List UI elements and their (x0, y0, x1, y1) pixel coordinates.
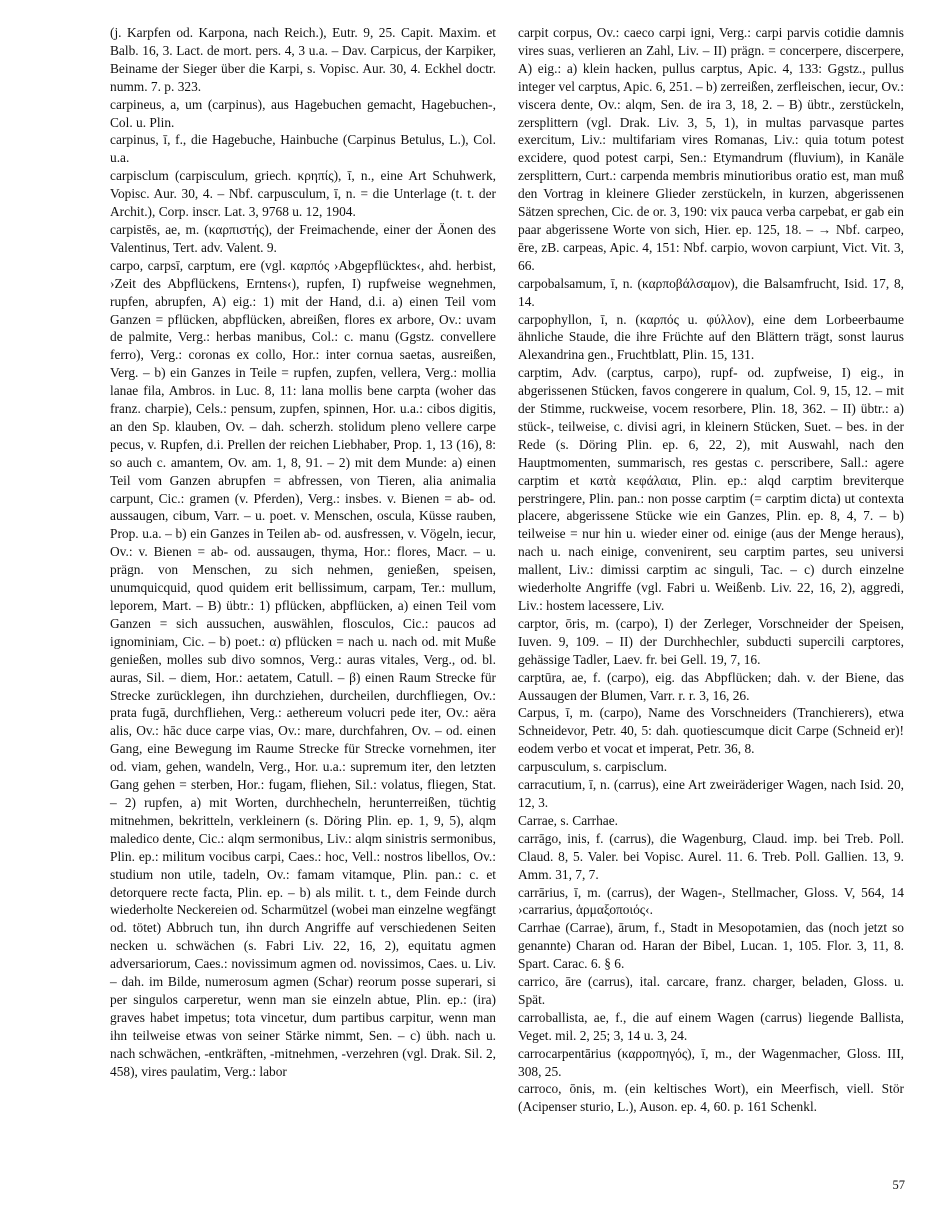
dictionary-entry: carptor, ōris, m. (carpo), I) der Zerleger, Vorschneider der Speisen, Iuven. 9, 109. – II) der Durchhechler, subducti supercili carptores, gehässige Tadler, Laev. fr. bei Gell. 19, 7, 16. (518, 615, 904, 667)
right-column (518, 24, 904, 1116)
dictionary-entry: carpophyllon, ī, n. (καρπός u. φύλλον), eine dem Lorbeerbaume ähnliche Staude, die ihre Früchte auf den Blättern trägt, sonst laurus Alexandrina gen., Fruchtblatt, Plin. 15, 131. (518, 311, 904, 363)
dictionary-entry: carrocarpentārius (καρροπηγός), ī, m., der Wagenmacher, Gloss. III, 308, 25. (518, 1045, 904, 1079)
dictionary-entry: carpobalsamum, ī, n. (καρποβάλσαμον), die Balsamfrucht, Isid. 17, 8, 14. (518, 275, 904, 309)
dictionary-entry: carpinus, ī, f., die Hagebuche, Hainbuche (Carpinus Betulus, L.), Col. u.a. (110, 132, 496, 166)
dictionary-entry: carpo, carpsī, carptum, ere (vgl. καρπός ›Abgepflücktes‹, ahd. herbist, ›Zeit des Abpflückens, Erntens‹), rupfen, I) rupfweise wegnehmen, rupfen, abrupfen, A) eig.: 1) mit der Hand, d.i. a) einen Teil vom Ganzen = pflücken, abpflücken, abreißen, flores ex arbore, Ov.: uvam de palmite, Verg.: herbas manibus, Col.: c. manu (Ggstz. convellere ferro), Verg.: coronas ex collo, Hor.: inter cornua saetas, ausreißen, Verg. – b) ein Ganzes in Teile = rupfen, zupfen, vellera, Verg.: mollia lanae fila, Ambros. in Luc. 8, 11: lana mollis bene carpta (woher das franz. charpie), Cels.: pensum, zupfen, spinnen, Hor. u.a.: cibos digitis, an den Sp. klauben, Ov. – dah. scherzh. stolidum pleno vellere carpe pecus, v. Rupfen, d.i. Prellen der reichen Liebhaber, Prop. 1, 13 (16), 8: so auch c. amantem, Ov. am. 1, 8, 91. – 2) mit dem Munde: a) einen Teil vom Ganzen abrupfen = abfressen, von Tieren, alia animalia carpunt, Cic.: gramen (v. Pferden), Verg.: insbes. v. Bienen = ab- od. aussaugen, cibum, Varr. – u. poet. v. Menschen, oscula, Küsse rauben, Prop. u.a. – b) ein Ganzes in Teilen ab- od. ausfressen, v. Vögeln, iecur, Ov.: v. Bienen = ab- od. aussaugen, thyma, Hor.: flores, Macr. – u. prägn. von Menschen, zu sich nehmen, genießen, speisen, unumquicquid, quod quidem erit bellissimum, carpam, Ter.: mullum, leporem, Mart. – B) übtr.: 1) pflücken, abpflücken, a) einen Teil vom Ganzen = sich aussuchen, auswählen, flosculos, Cic.: paucos ad ignominiam, Cic. – b) poet.: α) pflücken = nach u. nach od. mit Muße genießen, molles sub divo somnos, Verg.: auras vitales, Verg., od. bl. auras, Sil. – diem, Hor.: aetatem, Catull. – β) einen Raum Strecke für Strecke zurücklegen, ihn durchziehen, durcheilen, durchfliegen, Ov.: prata fugā, durchfliehen, Verg.: aethereum volucri pede iter, Ov.: aëra alis, Ov.: hāc duce carpe vias, Ov.: mare, durchfahren, Ov. – od. einen Gang, eine Bewegung im Raume Strecke für Strecke vornehmen, iter od. viam, gehen, wandeln, Verg., Hor. u.a.: supremum iter, den letzten Gang gehen = sterben, Hor.: fugam, fliehen, Sil.: volatus, fliegen, Stat. – 2) rupfen, a) mit Worten, durchhecheln, herunterreißen, tüchtig mitnehmen, bekritteln, verkleinern (s. Döring Plin. ep. 1, 9, 5), alqm maledico dente, Cic.: alqm sermonibus, Liv.: alqm sinistris sermonibus, Plin. ep.: militum vocibus carpi, Caes.: hoc, Vell.: nostros libellos, Ov.: studium non utile, tadeln, Ov.: famam vitamque, Plin. pan.: c. et detorquere recte facta, Plin. ep. – b) als milit. t. t., dem Feinde durch wiederholte Neckereien od. Scharmützel (wobei man einzelne wegfängt od. tötet) Abbruch tun, ihn durch Angriffe auf verschiedenen Seiten necken u. schwächen (s. Fabri Liv. 22, 16, 2), equitatu agmen adversariorum, Caes.: novissimum agmen od. novissimos, Caes. u. Liv. – dah. im Bilde, numerosum agmen (Schar) reorum posse superari, si per singulos carperetur, wenn man sie einzeln abtue, Plin. ep.: (ira) graves habet impetus; tota vincetur, dum partibus carpitur, wenn man ihn teilweise etwas von seiner Stärke nimmt, Sen. – c) übh. nach u. nach schwächen, -entkräften, -mitnehmen, -verzehren (vgl. Drak. Sil. 2, 458), vires paulatim, Verg.: labor (110, 257, 496, 1079)
dictionary-entry: carpit corpus, Ov.: caeco carpi igni, Verg.: carpi parvis cotidie damnis vires suas, verlieren an Zahl, Liv. – II) prägn. = concerpere, discerpere, A) eig.: a) klein hacken, pullus carptus, Apic. 4, 133: Ggstz., pullus integer vel carptus, Apic. 6, 251. – b) zerreißen, zerfleischen, iecur, Ov.: viscera dente, Ov.: alqm, Sen. de ira 3, 18, 2. – B) übtr., zerstückeln, zersplittern (vgl. Drak. Liv. 3, 5, 1), in multas parvasque partes exercitum, Liv.: multifariam vires Romanas, Liv.: quia totum potest excidere, quod potest carpi, Sen.: Etymandrum (fluvium), in Kanäle zersplittern, Curt.: carpenda membris minutioribus oratio est, man muß den Vortrag in kleinere Glieder zerstückeln, in kurzen, abgerissenen Sätzen sprechen, Cic. de or. 3, 190: vix pauca verba carpebat, er gab ein paar abgerissene Worte von sich, Hier. ep. 125, 18. – → Nbf. carpeo, ēre, zB. carpeas, Apic. 4, 151: Nbf. carpio, wovon carpiunt, Vict. Vit. 3, 66. (518, 25, 904, 273)
page-number: 57 (892, 1178, 905, 1192)
dictionary-entry: Carrae, s. Carrhae. (518, 812, 619, 828)
dictionary-entry: carroco, ōnis, m. (ein keltisches Wort), ein Meerfisch, viell. Stör (Acipenser sturio, L.), Auson. ep. 4, 60. p. 161 Schenkl. (518, 1081, 904, 1115)
dictionary-entry: carptim, Adv. (carptus, carpo), rupf- od. zupfweise, I) eig., in abgerissenen Stücken, favos congerere in qualum, Col. 9, 15, 12. – mit der Stimme, ruckweise, vocem resorbere, Plin. 18, 362. – II) übtr.: a) stück-, teilweise, c. divisi agri, in kleinern Stücken, Suet. – bes. in der Rede (s. Döring Plin. ep. 6, 22, 2), mit Auswahl, nach den Hauptmomenten, summarisch, res gestas c. perscribere, Sall.: agere carptim et κατὰ κεφάλαια, Plin. ep.: alqd carptim breviterque perstringere, Plin. pan.: non posse carptim (= carptim dicta) ut contexta placere, abgerissene Stücke wie ein Ganzes, Plin. ep. 8, 4, 7. – b) teilweise = nur hin u. wieder einer od. einige (aus der Menge heraus), nach u. nach einige, convenirent, seu carptim partes, seu universi mallent, Liv.: dimissi carptim ac singuli, Tac. – c) durch einzelne wiederholte Angriffe (vgl. Fabri u. Weißenb. Liv. 22, 16, 2), aggredi, Liv.: hostem lacessere, Liv. (518, 365, 904, 613)
dictionary-entry: carroballista, ae, f., die auf einem Wagen (carrus) liegende Ballista, Veget. mil. 2, 25; 3, 14 u. 3, 24. (518, 1009, 904, 1043)
dictionary-entry: carpineus, a, um (carpinus), aus Hagebuchen gemacht, Hagebuchen-, Col. u. Plin. (110, 96, 496, 130)
dictionary-entry: carpusculum, s. carpisclum. (518, 759, 668, 775)
dictionary-entry: carpistēs, ae, m. (καρπιστής), der Freimachende, einer der Äonen des Valentinus, Tert. adv. Valent. 9. (110, 221, 496, 255)
left-column (110, 24, 496, 1080)
dictionary-entry: carrāgo, inis, f. (carrus), die Wagenburg, Claud. imp. bei Treb. Poll. Claud. 8, 5. Valer. bei Vopisc. Aurel. 11. 6. Treb. Poll. Gallien. 13, 9. Amm. 31, 7, 7. (518, 830, 904, 882)
dictionary-entry: carracutium, ī, n. (carrus), eine Art zweiräderiger Wagen, nach Isid. 20, 12, 3. (518, 777, 904, 810)
dictionary-entry: carpisclum (carpisculum, griech. κρηπίς), ī, n., eine Art Schuhwerk, Vopisc. Aur. 30, 4. – Nbf. carpusculum, ī, n. = die Unterlage (t. t. der Archit.), Corp. inscr. Lat. 3, 9768 u. 12, 1904. (110, 168, 496, 220)
dictionary-entry: carrārius, ī, m. (carrus), der Wagen-, Stellmacher, Gloss. V, 564, 14 ›carrarius, ἁρμαξοποιός‹. (518, 884, 904, 918)
dictionary-entry: (j. Karpfen od. Karpona, nach Reich.), Eutr. 9, 25. Capit. Maxim. et Balb. 16, 3. Lact. de mort. pers. 4, 3 u.a. – Dav. Carpicus, der Karpiker, Beiname der Sieger über die Karpi, s. Vopisc. Aur. 30, 4. Eckhel doctr. numm. 7. p. 323. (110, 25, 496, 94)
dictionary-entry: Carpus, ī, m. (carpo), Name des Vorschneiders (Tranchierers), etwa Schneidevor, Petr. 40, 5: dah. quotiescumque dicit Carpe (Schneid er)! eodem verbo et vocat et imperat, Petr. 36, 8. (518, 705, 904, 757)
dictionary-entry: Carrhae (Carrae), ārum, f., Stadt in Mesopotamien, das (noch jetzt so genannte) Charan od. Haran der Bibel, Lucan. 1, 105. Flor. 3, 11, 8. Spart. Carac. 6. § 6. (518, 920, 904, 972)
dictionary-entry: carrico, āre (carrus), ital. carcare, franz. charger, beladen, Gloss. u. Spät. (518, 974, 904, 1007)
dictionary-entry: carptūra, ae, f. (carpo), eig. das Abpflücken; dah. v. der Biene, das Aussaugen der Blumen, Varr. r. r. 3, 16, 26. (518, 669, 904, 703)
